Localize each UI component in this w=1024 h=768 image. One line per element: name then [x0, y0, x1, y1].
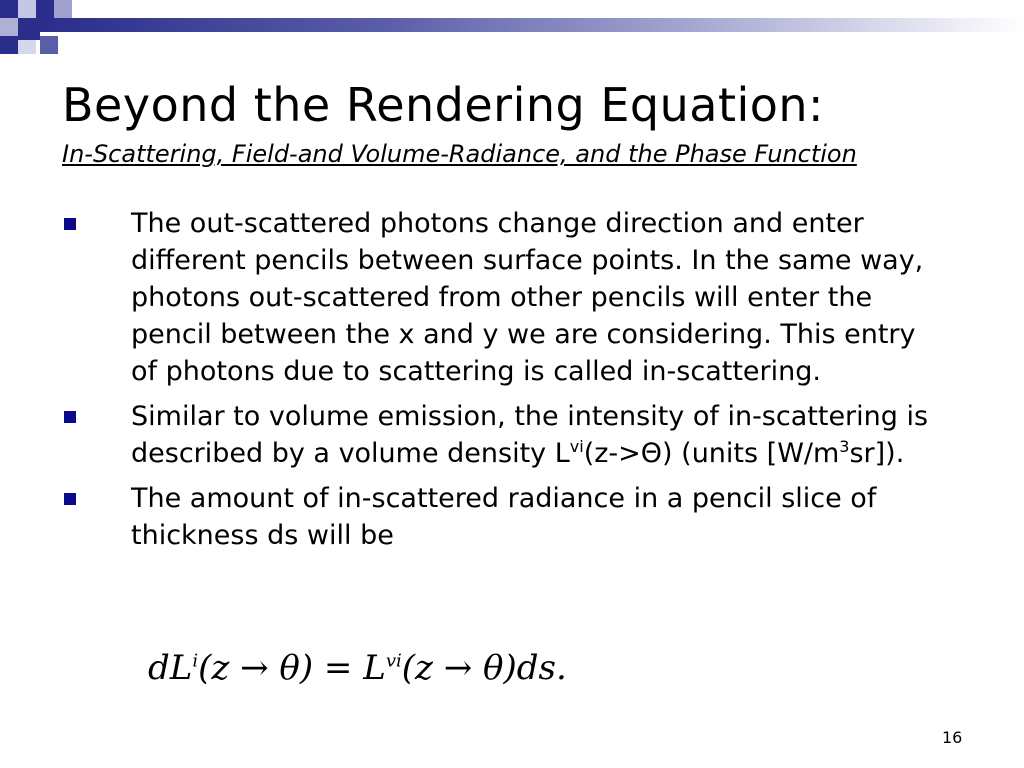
decor-square	[0, 18, 18, 36]
bullet-item	[0, 205, 1024, 390]
equation-lhs: dL	[148, 648, 193, 688]
decor-square	[0, 0, 18, 18]
bullet-list	[0, 205, 1024, 562]
bullet-item	[0, 398, 1024, 472]
square-bullet-icon	[64, 218, 76, 230]
equation-rhs: L	[363, 648, 386, 688]
equation-lhs-argument: (z → θ) =	[198, 648, 364, 688]
decor-square	[0, 36, 18, 54]
bullet-text	[131, 398, 931, 472]
slide-title: Beyond the Rendering Equation:	[62, 78, 825, 132]
equation-superscript: i	[192, 650, 199, 672]
bullet-text-part: sr]).	[849, 438, 905, 469]
bullet-text: The amount of in-scattered radiance in a pencil slice of thickness ds will be	[131, 483, 877, 551]
decor-square	[18, 18, 40, 40]
bullet-text-part: Similar to volume emission, the intensity of in-scattering is described by a volume density L	[131, 401, 929, 469]
bullet-item	[0, 480, 1024, 554]
bullet-text-part: (z->Θ) (units [W/m	[583, 438, 840, 469]
bullet-text: The out-scattered photons change direction and enter different pencils between surface points. In the same way, photons out-scattered from other pencils will enter the pencil between the x and y we are considering. This entry of photons due to scattering is called in-scattering.	[131, 208, 924, 387]
slide-subtitle: In-Scattering, Field-and Volume-Radiance, and the Phase Function	[62, 140, 857, 168]
header-gradient-bar	[40, 18, 1024, 32]
in-scattering-equation	[148, 648, 567, 688]
page-number: 16	[942, 728, 963, 747]
superscript: vi	[569, 437, 584, 456]
decor-square	[40, 36, 58, 54]
decor-square	[54, 0, 72, 18]
equation-rhs-argument: (z → θ)ds.	[401, 648, 567, 688]
superscript: 3	[839, 437, 850, 456]
decor-square	[18, 0, 36, 18]
square-bullet-icon	[64, 493, 76, 505]
decor-square	[36, 0, 54, 18]
square-bullet-icon	[64, 411, 76, 423]
equation-superscript: vi	[385, 650, 402, 672]
decor-square	[18, 40, 36, 54]
